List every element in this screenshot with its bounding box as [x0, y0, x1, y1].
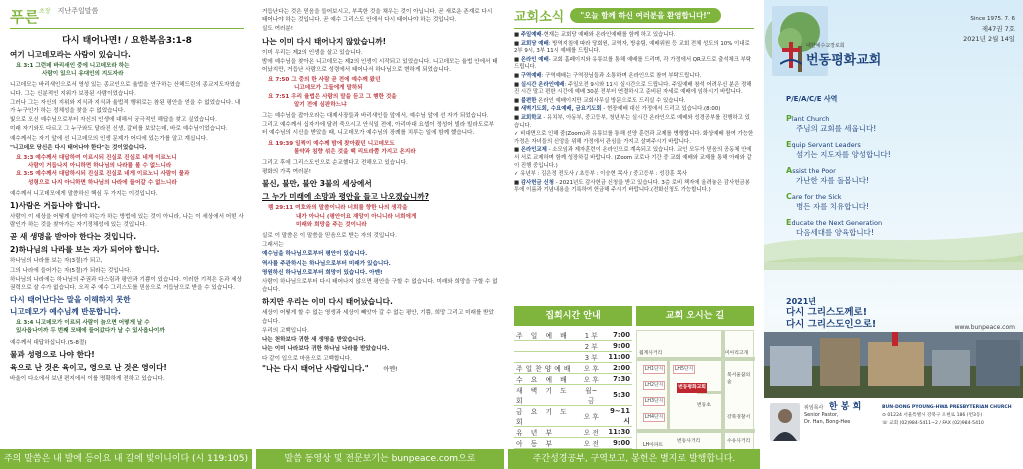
scripture-quote: 요 19:39 일찍이 예수께 밤에 찾아왔던 니고데모도 몰약과 침향 섞은 것을 백 리트라쯤 가지고 온지라: [268, 140, 416, 155]
peace-item: Plant Church 주님의 교회를 세웁니다!: [786, 114, 877, 133]
paragraph: 사람이 하나님으로부터 다시 태어나지 않으면 평안을 구할 수 없습니다. 미래와 희망을 구할 수 없습니다.: [262, 279, 498, 294]
paragraph: 역사를 주관하시는 하나님으로부터 미래가 있습니다.: [262, 260, 391, 267]
church-address: ⊙ 01224 서울특별시 강북구 오현로 186 (번3동): [882, 413, 983, 418]
issue-number: 제47권 7호: [981, 25, 1015, 33]
schedule-row: 3 부 11:00: [514, 352, 632, 363]
heading: 2)하나님의 나라를 보는 자가 되어야 합니다.: [10, 245, 160, 255]
map-label: 번동초: [697, 403, 711, 408]
pastor-info: [764, 398, 1023, 449]
news-panel: [508, 0, 760, 449]
paragraph: 영원하신 하나님으로부터 희망이 있습니다. 아멘!: [262, 269, 383, 276]
paragraph: 바울이 다소에서 보낸 편지에서 이를 명확하게 전하고 있습니다.: [10, 375, 165, 382]
paragraph: 그래서는: [262, 242, 284, 249]
schedule-row: 주 일 예 배 1 부 7:00: [516, 331, 630, 341]
paragraph: 그러나 그는 자신의 지위와 지식과 지식과 율법적 행위로는 참된 평안을 얻을 수 없었습니다. 내가 누구인가 하는 정체성을 찾을 수 없었습니다.: [10, 99, 241, 115]
paragraph: 밤에 예수님을 찾아온 니고데모는 제2의 인생이 시작되고 있었습니다. 니고데모는 율법 안에서 태어났지만, 거듭난 사람으로 성령에서 태어나서 하나님으로 변하게 되었습니다.: [262, 58, 498, 74]
footer-blank: [764, 449, 1023, 469]
map-building: LH5단지: [674, 367, 694, 372]
heading: 다시 태어난다는 말을 이해하지 못한: [10, 295, 131, 305]
news-item: ✓ 비대면으로 인해 줌(Zoom)과 유튜브를 통해 선양 훈련과 교제를 병행합니다. 화상예배 참여 가능한 가정은 자녀들의 신앙을 위해 가정에서 관심을 가지고 살펴주시기 바랍니다.: [514, 131, 754, 145]
pastor-photo: [770, 403, 800, 441]
map-building: LH3단지: [644, 399, 664, 404]
sermon-panel: [0, 0, 252, 449]
scripture-quote: 요 7:50 그 중의 한 사람 곧 전에 예수께 왔던 니고데모가 그들에게 말하되 요 7:51 우리 율법은 사람의 말을 듣고 그 행한 것을 알기 전에 심판하느냐: [268, 77, 397, 108]
paragraph: 나는 천하보다 귀한 새 생명을 받았습니다.: [262, 337, 366, 344]
paragraph: 그는 예수님을 잡아오라는 대제사장들과 바리새인들 앞에서, 예수님 앞에 선 자가 되었습니다.: [262, 113, 489, 120]
schedule-row: 2 부 9:00: [514, 341, 632, 352]
schedule-row: 수 요 예 배 오 후 7:30: [516, 375, 630, 385]
paragraph: 거듭난다는 것은 믿음을 들어보시고, 부족한 것을 채우는 것이 아닙니다. 곧 새로운 존재로 다시 태어나야 하는 것입니다. 곧 예수 그리스도 안에서 다시 태어나야 하는 것입니다.: [262, 9, 493, 24]
news-item: ■ 실시간 온라인예배: 주일오전 9시와 11시 실시간으로 드립니다. 주일예배 참석 어려우신 분은 정해진 시간 말고 편한 시간에 예배 30분 전부터 연결하시고 준비된 자세로 예배에 임하시기 바랍니다.: [514, 81, 752, 96]
schedule-row: 새 벽 기 도 회 월~금 5:30: [514, 385, 632, 406]
news-item: ✓ 유년부 : 김은정 전도사 / 초등부 : 이승현 목사 / 중고등부 : 성강훈 목사: [514, 171, 687, 178]
map-label: 강북경찰서: [727, 415, 751, 420]
map-building: LH2단지: [644, 383, 664, 388]
pastor-name-ko: 한 봉 희: [828, 402, 862, 412]
news-item: ■ 감사헌금 신청 - 2021년도 감사헌금 신청을 받고 있습니다. 3층 로비 책자에 올려놓은 감사헌금봉투에 이름과 기념내용을 기록하여 헌금해 주시기 바랍니다.(전화신청도 가능합니다.): [514, 179, 750, 194]
section-title: 푸른: [10, 8, 39, 26]
paragraph: 하나님의 나라에는 하나님의 주권과 다스림과 평안과 기쁨이 있습니다. 이러한 기적은 돈과 세상 권력으로 살 수가 없습니다. 오직 주 예수 그리스도를 믿음으로 거듭남으로 받을 수 있습니다.: [10, 276, 243, 292]
footer-video-link[interactable]: 말씀 동영상 및 전문보기는 bunpeace.com으로: [256, 449, 504, 469]
peace-title: P/E/A/C/E 사역: [786, 95, 838, 103]
heading: 나는 이미 다시 태어나지 않았습니까!: [262, 36, 387, 46]
website-link[interactable]: www.bunpeace.com: [954, 324, 1015, 331]
sermon-continued-panel: [256, 0, 504, 449]
schedule-box: [514, 306, 632, 449]
heading: 그 누가 미래에 소망과 평안을 들고 나오겠습니까?: [262, 192, 429, 202]
heading: 불신, 불만, 불안 3불의 세상에서: [262, 179, 372, 189]
news-item: ■ 주일예배-현재는 교회당 예배와 온라인예배를 함께 하고 있습니다.: [514, 32, 676, 38]
sermon-title: 다시 태어나면! / 요한복음3:1-8: [62, 36, 192, 46]
paragraph: 실도 여러분!: [262, 26, 294, 33]
welcome-pill: "오늘 함께 하신 여러분을 환영합니다!": [570, 8, 720, 23]
news-list: [514, 32, 754, 195]
heading: 육으로 난 것은 육이고, 영으로 난 것은 영이다!: [10, 362, 167, 372]
paragraph: 사람이 이 세상을 어떻게 살아야 하는가 하는 방법에 있는 것이 아니라, 나는 이 세상에서 어떤 사람인가 하는 것을 찾아가는 자기정체성에 있는 것입니다.: [10, 214, 244, 229]
heading: 곧 새 생명을 받아야 한다는 것입니다.: [10, 232, 137, 242]
motto-year: 2021년: [786, 297, 816, 306]
peace-ministry: [786, 94, 891, 244]
map-label: 북서울꿈의숲: [727, 373, 751, 385]
section-header: [10, 6, 244, 27]
schedule-row: 금 요 기 도 회 오 후 9~11시: [516, 407, 630, 427]
section-ruby: 초장: [38, 8, 51, 15]
schedule-row: 유 년 부 오 전 11:30: [516, 428, 630, 438]
map-label: 번동사거리: [677, 439, 701, 444]
pastor-labels: 위임목사 한 봉 희 Senior Pastor, Dr. Han, Bong-Hee: [804, 402, 862, 425]
paragraph: 하나님의 나라를 보는 자(3절)가 되고,: [10, 258, 103, 265]
peace-item: Care for the Sick 병든 자를 치유합니다!: [786, 192, 869, 211]
paragraph: 나는 이미 나라보다 귀한 하나님 나라를 받았습니다.: [262, 346, 390, 353]
paragraph: 예수께서 니고데모에게 말씀하신 핵심 두 가지는 이것입니다.: [10, 190, 158, 197]
issue-info: [963, 14, 1015, 44]
paragraph: 세상이 어떻게 할 수 없는 영생과 세상이 빼앗아 갈 수 없는 평안, 기쁨, 희망 그리고 미래를 받았습니다.: [262, 310, 494, 325]
news-item: ■ 교회당 예배: 방역지침에 따라 당회원, 교역자, 방송팀, 예배위원 등 교회 전체 성도의 10% 이내로 2부 9시, 3부 11시 예배를 드립니다.: [514, 40, 750, 55]
issue-date: 2021년 2월 14일: [963, 35, 1015, 43]
map-label: LH아파트: [643, 443, 664, 448]
paragraph: 그리고 후에 그리스도인으로 순교했다고 전해오고 있습니다.: [262, 160, 408, 167]
heading: 하지만 우리는 이미 다시 태어났습니다.: [262, 297, 393, 307]
map-building: LH4단지: [644, 415, 664, 420]
section-title: 교회소식: [514, 10, 565, 25]
news-header: [514, 6, 754, 25]
paragraph: 실로 이 말씀은 이 말씀을 믿음으로 받는 자의 것입니다.: [262, 233, 397, 240]
heading: 물과 성령으로 나야 한다!: [10, 349, 95, 359]
church-name: 번동평화교회: [806, 53, 882, 68]
schedule-table: [514, 330, 632, 449]
church-photo: [764, 332, 1023, 398]
news-item: ■ 새벽기도회, 수요예배, 금요기도회 - 현장예배 대신 가정에서 드리고 있습니다.(8:00): [514, 106, 721, 113]
schedule-title: 집회시간 안내: [514, 306, 632, 326]
schedule-row: 아 동 부 오 전 9:00: [516, 439, 630, 449]
church-location-marker: 번동평화교회: [677, 383, 707, 393]
since: Since 1975. 7. 6: [970, 16, 1015, 22]
news-item: ■ 교회학교 - 유치부, 아동부, 중고등부, 청년부는 실시간 온라인으로 예배와 성경공부를 진행하고 있습니다.: [514, 114, 750, 129]
map-label: 미아리고개: [725, 351, 749, 356]
schedule-row: 주일찬양예배 오 후 2:00: [516, 364, 630, 374]
map-label: 수유사거리: [727, 439, 751, 444]
cross-logo-icon: [780, 42, 802, 68]
paragraph: 그리고 예수께서 십자가에 달려 죽으시고 안식일 전에, 아리마대 요셉이 정성어 빌라 빌라도로부터 예수님의 시신을 받았을 때, 니고데모가 예수님의 장례를 치루는 일에 함께 했습니다.: [262, 122, 495, 137]
news-item: ■ 온라인교제 - 소모임과 제자훈련이 온라인으로 계속되고 있습니다. 교인 모두가 믿음의 공동체 안에서 서로 교제하며 함께 성장하길 바랍니다. (Zoom 코로나 기간 중 교회 예배와 교제를 통해 아래와 같이 진행 중입니다.): [514, 147, 752, 169]
scripture-quote: 요 3:1 그런데 바리새인 중에 니고데모라 하는 사람이 있으니 유대인의 지도자라: [16, 63, 130, 78]
news-item: ■ 구역예배: 구역예배는 구역장님들과 소통하며 온라인으로 참여 부탁드립니다.: [514, 72, 702, 79]
heading: 니고데모가 예수님께 반문합니다.: [10, 307, 121, 317]
paragraph: "니고데모 당신은 다시 태어나야 한다"는 것이었습니다.: [10, 144, 147, 151]
church-phone: ☏ 교회 (02)984-5411~2 / FAX (02)984-5410: [882, 421, 984, 426]
peace-item: Assist the Poor 가난한 자를 돌봅니다!: [786, 166, 869, 185]
footer-verse: 주의 말씀은 내 발에 등이요 내 길에 빛이니이다 (시 119:105): [0, 449, 252, 469]
scripture-quote: 요 3:3 예수께서 대답하여 이르시되 진실로 진실로 네게 이르노니 사람이 거듭나지 아니하면 하나님의 나라를 볼 수 없느니라 요 3:5 예수께서 대답하시되 진실로 진실로 네게 이르노니 사람이 물과 성령으로 나지 아니하면 하나님의 나라에 들어갈 수 없느니라: [16, 155, 190, 186]
scripture-quote: 렘 29:11 여호와의 말씀이니라 너희를 향한 나의 생각을 내가 아나니 (평안이요 재앙이 아니니라 너희에게 미래와 희망을 주는 것이니라: [268, 205, 417, 228]
church-building-photo-icon: [764, 332, 1023, 398]
directions-map: [636, 330, 754, 449]
paragraph: 빛으로 오신 예수님으로부터 자신의 인생에 대해서 궁극적인 해답을 찾고 싶었습니다.: [10, 117, 217, 124]
peace-item: Equip Servant Leaders 섬기는 지도자를 양성합니다!: [786, 140, 891, 159]
paragraph: 다 같이 입으로 마음으로 고백합니다.: [262, 355, 352, 362]
church-logo-block: [780, 42, 881, 68]
paragraph: 우리의 고백입니다.: [262, 327, 309, 334]
map-title: 교회 오시는 길: [636, 306, 754, 326]
heading: 1)사람은 거듭나야 합니다.: [10, 201, 101, 211]
paragraph: 예수께서는 자기 앞에 선 니고데모의 인생 문제가 어디에 있는가를 알고 계십니다.: [10, 135, 208, 142]
heading: 여기 니고데모라는 사람이 있습니다.: [10, 50, 131, 59]
map-building: LH1단지: [644, 367, 664, 372]
confession: "나는 다시 태어난 사람입니다." 아멘!: [262, 363, 398, 373]
paragraph: 그의 나라에 들어가는 자(5절)가 되라는 것입니다.: [10, 267, 132, 274]
section-subtitle: 지난주일말씀: [57, 7, 99, 15]
paragraph: 이미 우리는 제2의 인생을 살고 있습니다.: [262, 49, 363, 56]
footer-notice: 주간성경공부, 구역보고, 봉헌은 별지로 발행합니다.: [508, 449, 760, 469]
denomination: 대한예수교장로회: [806, 43, 845, 49]
cover-panel: [764, 0, 1023, 449]
motto-line-2: 다시 그리스도인으로!: [786, 319, 877, 330]
map-box: [636, 306, 754, 449]
paragraph: 니고데모는 바리새인으로서 영성 있는 종교인으로 율법을 연구하는 산헤드린의 종교지도자였습니다. 그는 신분적인 지위가 보장된 사람이었습니다.: [10, 82, 241, 97]
person-icon: [770, 403, 800, 441]
church-name-en: BUN-DONG PYOUNG-HWA PRESBYTERIAN CHURCH: [882, 405, 1012, 410]
map-label: 월계사거리: [639, 351, 663, 356]
paragraph: 미래 자기와도 다르고 그 누구와도 달라진 신생, 갈비를 보았는데, 바로 예수님이었습니다.: [10, 126, 228, 133]
church-contact: [882, 404, 1020, 428]
scripture-quote: 요 3:4 니고데모가 이르되 사람이 늙으면 어떻게 날 수 있사옵나이까 두 번째 모태에 들어갔다가 날 수 있사옵나이까: [16, 320, 165, 335]
news-item: ■ 온라인 예배- 교회 홈페이지와 유튜브를 통해 예배를 드리며, 각 가정에서 QR코드로 출석체크 부탁드립니다.: [514, 56, 752, 71]
news-item: ■ 불편한 온라인 예배이지만 교회사무실 방문으로도 드리실 수 있습니다.: [514, 97, 686, 104]
paragraph: 예수님을 하나님으로부터 평안이 있습니다.: [262, 251, 368, 258]
paragraph: 예수께서 대답하십니다.(5-8절): [10, 339, 87, 346]
motto-line-1: 다시 그리스도께로!: [786, 307, 868, 318]
paragraph: 평화의 가족 여러분!: [262, 169, 312, 176]
peace-item: Educate the Next Generation 다음세대를 양육합니다!: [786, 218, 883, 237]
